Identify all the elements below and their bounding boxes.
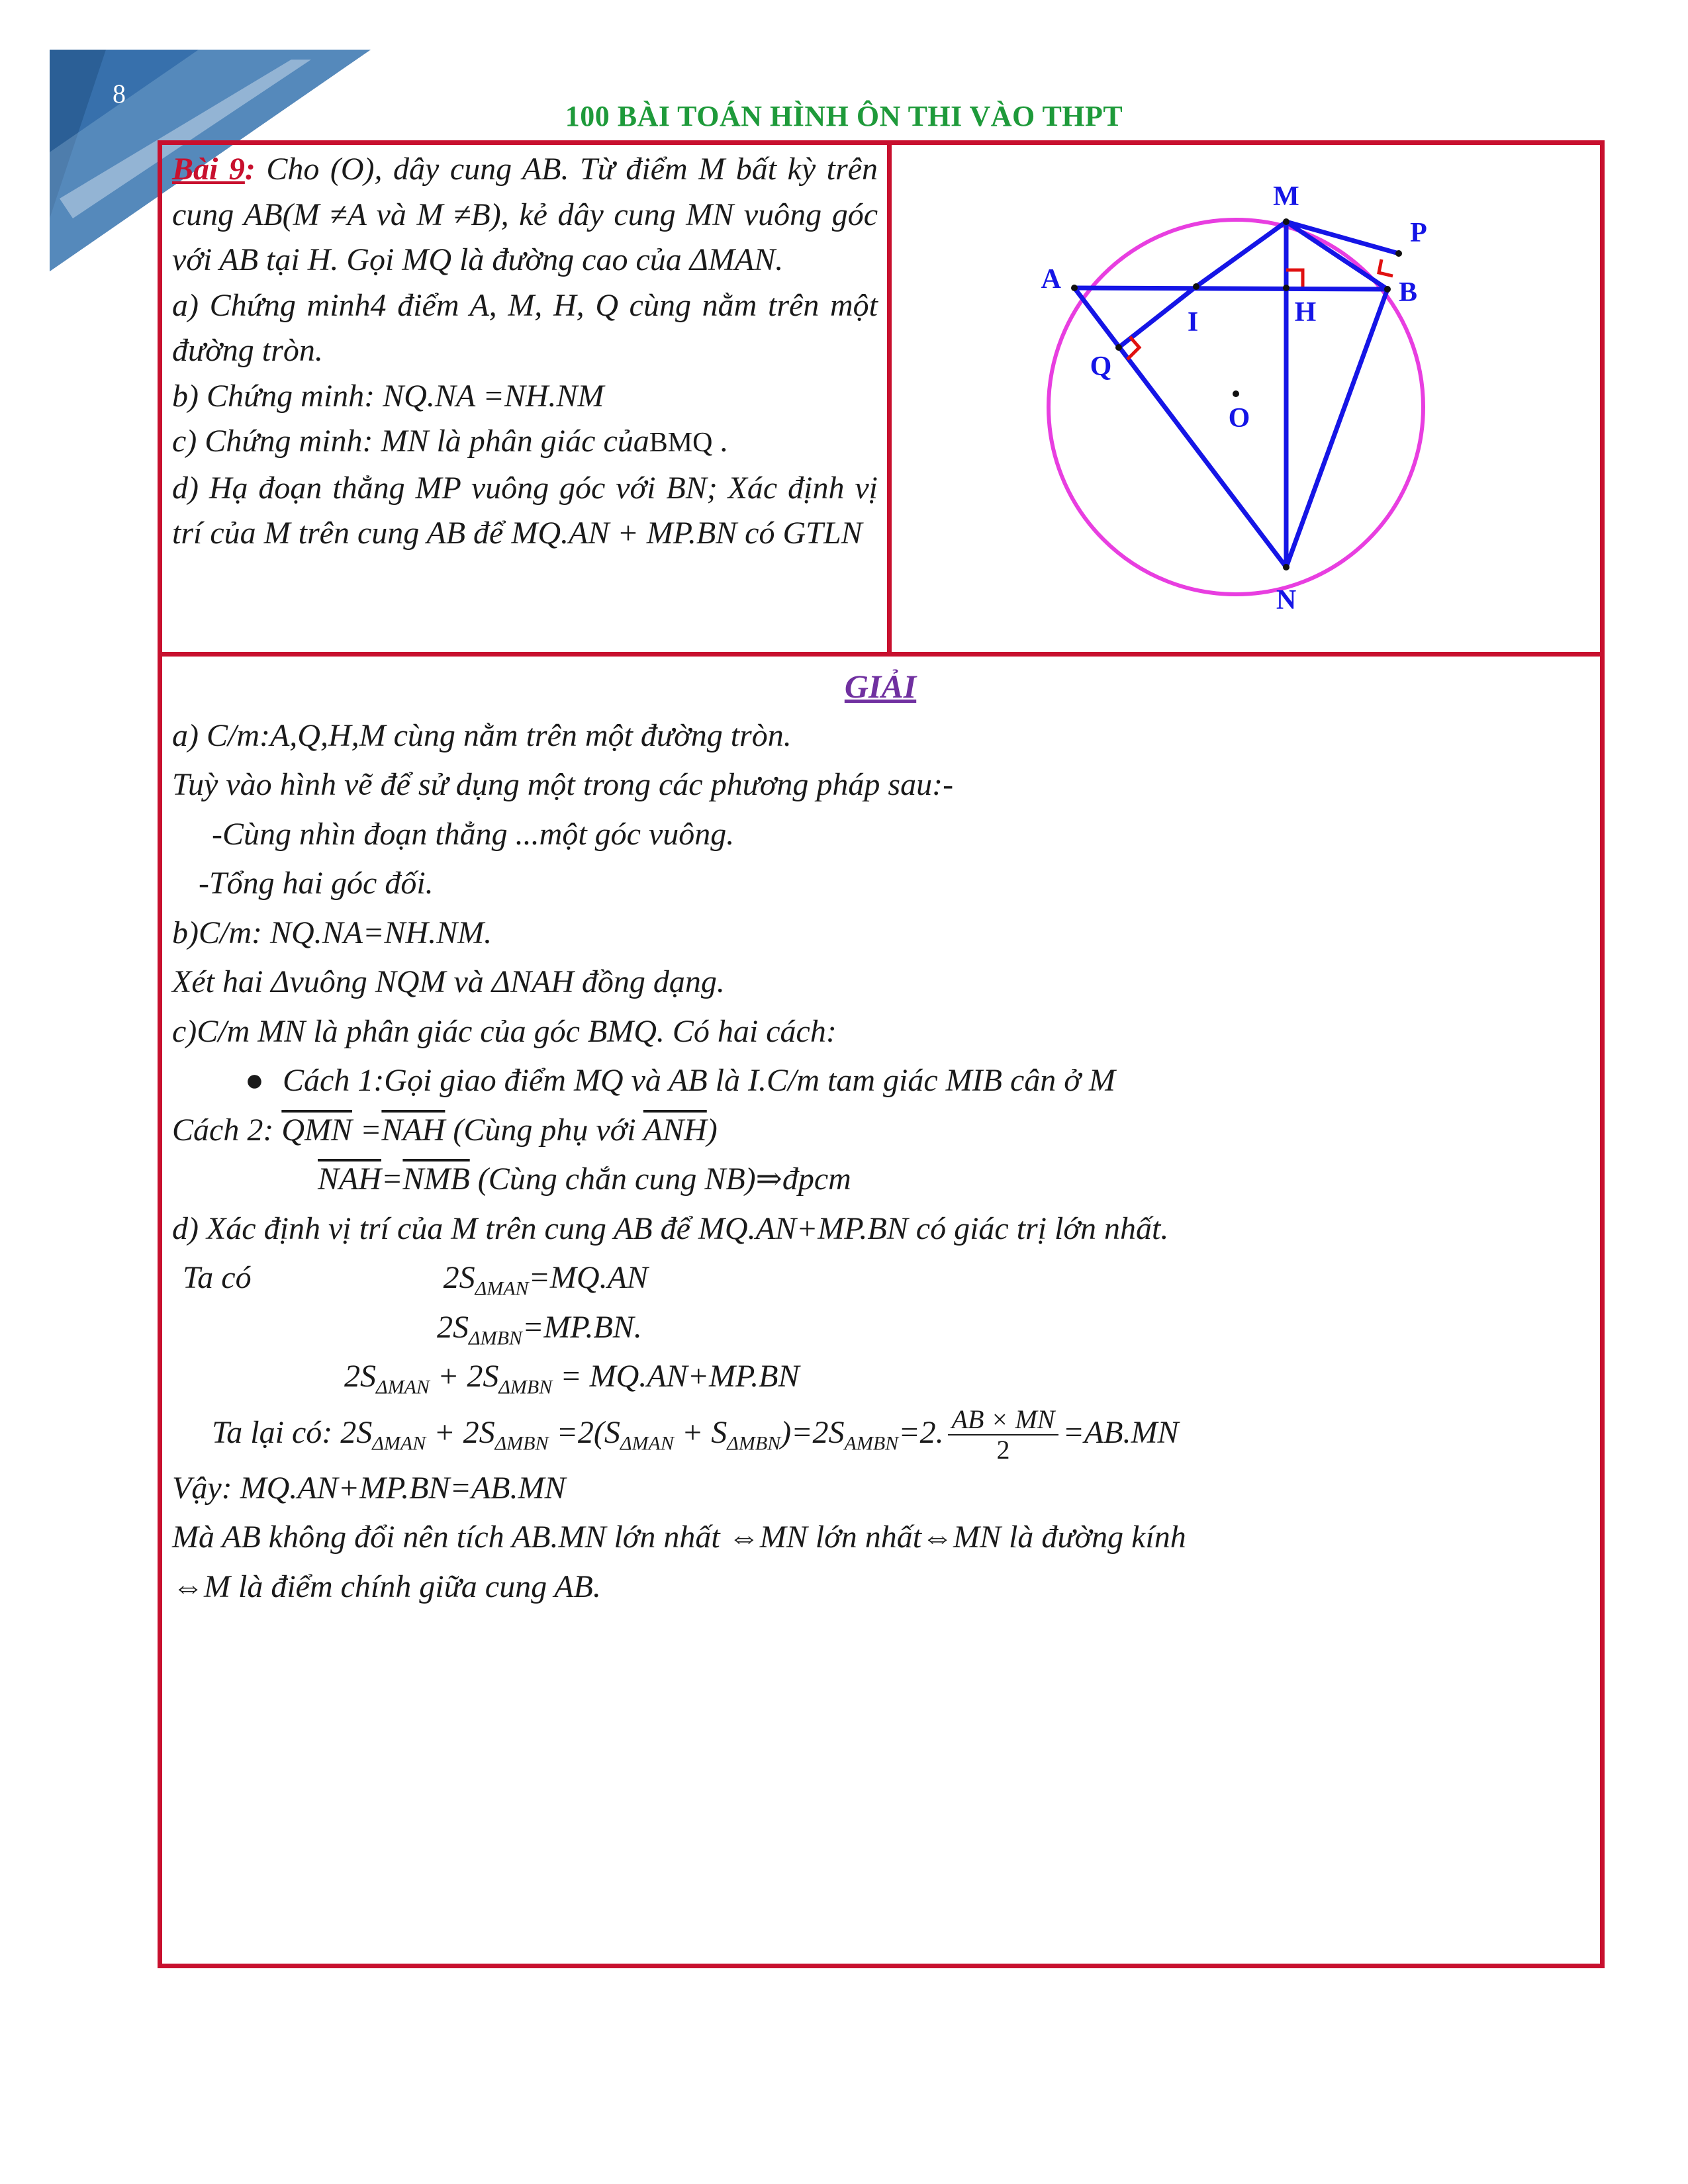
geometry-figure: [890, 142, 1602, 652]
solution-d-title: d) Xác định vị trí của M trên cung AB để MQ.AN+MP.BN có giác trị lớn nhất.: [172, 1210, 1169, 1246]
solution-title: GIẢI: [844, 668, 917, 705]
solution-d-vay: Vậy: MQ.AN+MP.BN=AB.MN: [172, 1470, 566, 1506]
angle-qmn: $\overline{QMN}$: [281, 1112, 352, 1148]
angle-anh: $\overline{ANH}$: [643, 1112, 707, 1148]
label-a: A: [1041, 264, 1061, 295]
solution-d-talai: Ta lại có: $2S_{\Delta MAN} + 2S_{\Delta MBN} =2(S_{\Delta MAN} + S_{\Delta MBN})=2S_{AMBN}=2$. $\frac{AB \times MN}{2}$ =AB.MN: [212, 1404, 1179, 1465]
angle-nmb: $\overline{NMB}$: [402, 1161, 470, 1197]
problem-part-d: d) Hạ đoạn thẳng MP vuông góc với BN; Xác định vị trí của M trên cung AB để MQ.AN + MP.BN có GTLN: [172, 470, 878, 551]
problem-intro: Cho (O), dây cung AB. Từ điểm M bất kỳ trên cung AB(M ≠A và M ≠B), kẻ dây cung MN vuông góc với AB tại H. Gọi MQ là đường cao của ΔMAN.: [172, 152, 878, 277]
bullet-icon: ●: [245, 1063, 264, 1098]
label-o: O: [1228, 403, 1250, 433]
problem-part-c-end: .: [712, 424, 729, 459]
d-eq1: =MQ.AN: [528, 1260, 648, 1295]
angle-nah-2: $\overline{NAH}$: [318, 1161, 381, 1197]
label-b: B: [1398, 277, 1418, 308]
frame-divider-horizontal: [158, 652, 1605, 657]
page-header: 100 BÀI TOÁN HÌNH ÔN THI VÀO THPT: [565, 100, 1123, 132]
d-talai-end: =AB.MN: [1062, 1414, 1179, 1450]
solution-d-ma: Mà AB không đổi nên tích AB.MN lớn nhất ⇔MN lớn nhất⇔MN là đường kính: [172, 1520, 1186, 1555]
solution-a-method-1: -Cùng nhìn đoạn thẳng ...một góc vuông.: [212, 816, 735, 852]
page-number: 8: [113, 79, 126, 109]
points: [1071, 218, 1402, 570]
c-way2-end: ): [706, 1112, 718, 1148]
c-way2-eq: =: [352, 1112, 382, 1148]
c-line2-end: (Cùng chắn cung NB)⇒đpcm: [469, 1161, 851, 1197]
problem-part-a: a) Chứng minh4 điểm A, M, H, Q cùng nằm trên một đường tròn.: [172, 287, 878, 368]
solution-b-title: b)C/m: NQ.NA=NH.NM.: [172, 915, 492, 950]
angle-nah: $\overline{NAH}$: [381, 1112, 445, 1148]
c-way2-mid: (Cùng phụ với: [445, 1112, 643, 1148]
solution-c-way2: [172, 1106, 1589, 1156]
solution-c-title: c)C/m MN là phân giác của góc BMQ. Có hai cách:: [172, 1013, 837, 1049]
problem-statement: [172, 147, 878, 557]
d-eq3-rhs: = MQ.AN+MP.BN: [552, 1359, 800, 1394]
label-q: Q: [1090, 351, 1112, 382]
fraction-numerator: AB × MN: [948, 1405, 1059, 1435]
solution-d-eq1: Ta có $2S_{\Delta MAN}=MQ.AN$: [183, 1260, 648, 1300]
solution-a-method: Tuỳ vào hình vẽ để sử dụng một trong các phương pháp sau:-: [172, 767, 954, 802]
solution-c-way1: [172, 1056, 1589, 1106]
solution-a-title: a) C/m:A,Q,H,M cùng nằm trên một đường tròn.: [172, 717, 792, 753]
label-h: H: [1294, 297, 1317, 328]
label-p: P: [1410, 218, 1427, 248]
solution-d-end: ⇔M là điểm chính giữa cung AB.: [172, 1569, 601, 1604]
c-line2-eq: =: [381, 1161, 403, 1197]
label-n: N: [1276, 585, 1297, 615]
solution: [172, 662, 1589, 1612]
problem-label: Bài 9: [172, 152, 245, 187]
solution-d-eq2: $2S_{\Delta MBN}=MP.BN$.: [437, 1309, 642, 1349]
fraction-denominator: 2: [996, 1435, 1010, 1465]
d-eq2: =MP.BN.: [522, 1309, 642, 1345]
problem-label-colon: :: [244, 152, 256, 187]
fraction: [948, 1405, 1059, 1465]
solution-b-line: Xét hai Δvuông NQM và ΔNAH đồng dạng.: [172, 964, 725, 999]
problem-part-c: c) Chứng minh: MN là phân giác của: [172, 424, 649, 459]
d-taco: Ta có: [183, 1260, 252, 1295]
solution-a-method-2: -Tổng hai góc đối.: [199, 866, 434, 901]
d-talai: Ta lại có:: [212, 1414, 341, 1450]
solution-c-line2: [172, 1155, 1589, 1205]
label-m: M: [1273, 181, 1299, 212]
c-way2-prefix: Cách 2:: [172, 1112, 282, 1148]
solution-c-way1-text: Cách 1:Gọi giao điểm MQ và AB là I.C/m tam giác MIB cân ở M: [283, 1063, 1115, 1098]
problem-part-c-angle: BMQ: [649, 428, 713, 458]
problem-part-b: b) Chứng minh: NQ.NA =NH.NM: [172, 378, 604, 414]
solution-d-eq3: $2S_{\Delta MAN} + 2S_{\Delta MBN} = MQ.AN+MP.BN$: [344, 1359, 800, 1398]
label-i: I: [1187, 307, 1199, 338]
